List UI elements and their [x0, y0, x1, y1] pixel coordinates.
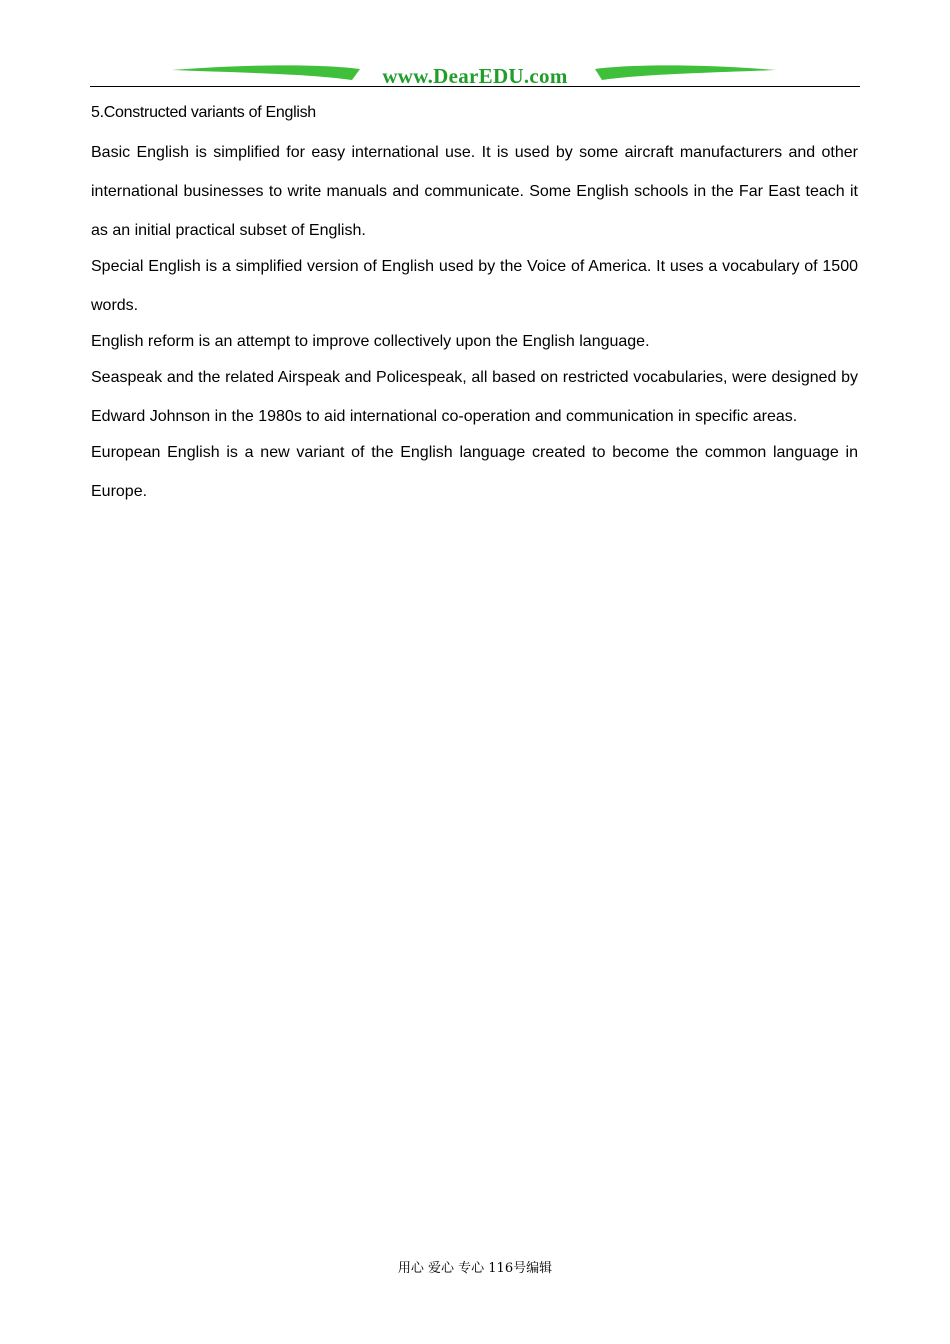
site-logo-text: www.DearEDU.com [382, 64, 568, 88]
document-body [91, 101, 858, 511]
paragraph-special-english: Special English is a simplified version of English used by the Voice of America. It uses a vocabulary of 1500 words. [91, 258, 858, 314]
paragraph-basic-english: Basic English is simplified for easy international use. It is used by some aircraft manufacturers and other international businesses to write manuals and communicate. Some English schools in the Far East teach it as an initial practical subset of English. [91, 144, 858, 239]
header-divider [90, 86, 860, 87]
paragraph-english-reform: English reform is an attempt to improve collectively upon the English language. [91, 333, 650, 350]
page-footer: 用心 爱心 专心 116号编辑 [397, 1261, 553, 1276]
paragraph-european-english: European English is a new variant of the English language created to become the common language in Europe. [91, 444, 858, 500]
section-title: 5.Constructed variants of English [91, 104, 316, 121]
paragraph-seaspeak: Seaspeak and the related Airspeak and Policespeak, all based on restricted vocabularies, were designed by Edward Johnson in the 1980s to aid international co-operation and communication in specific areas. [91, 369, 858, 425]
